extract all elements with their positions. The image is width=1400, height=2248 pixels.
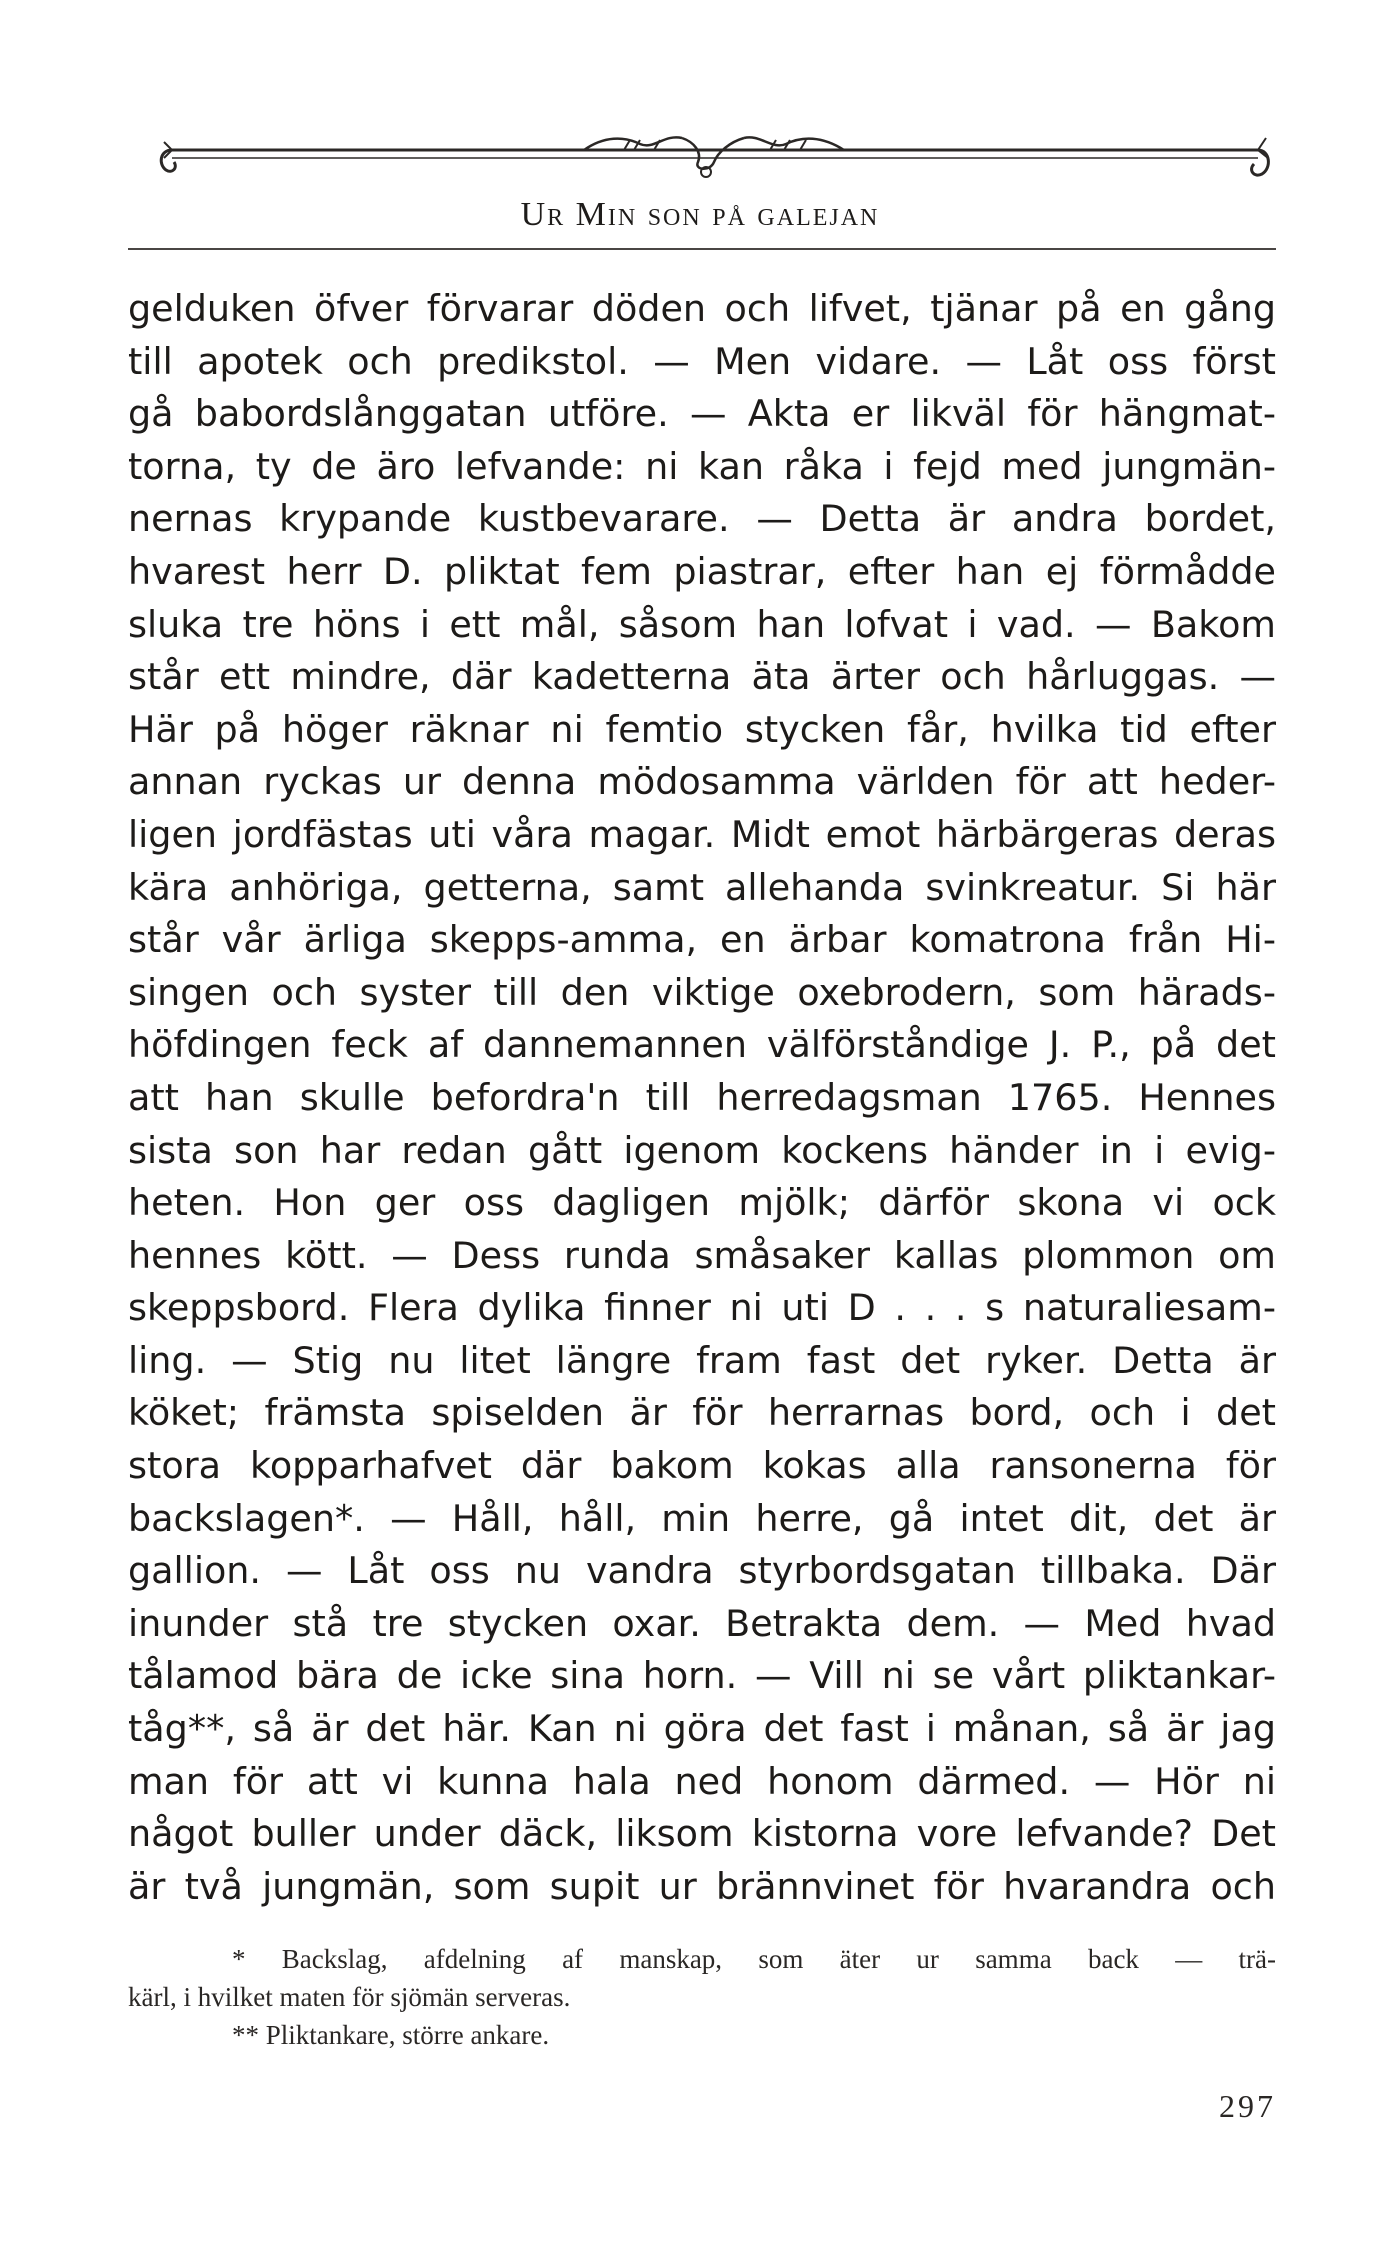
text-line: något buller under däck, liksom kistorna vore lefvande? Det: [128, 1812, 1276, 1856]
text-line: stora kopparhafvet där bakom kokas alla ransonerna för: [128, 1444, 1276, 1488]
text-line: att han skulle befordra'n till herredagsman 1765. Hennes: [128, 1075, 1276, 1119]
text-line: står vår ärliga skepps-amma, en ärbar komatrona från Hi-: [128, 918, 1276, 962]
text-line: står ett mindre, där kadetterna äta ärter och hårluggas. —: [128, 655, 1276, 699]
text-line: till apotek och predikstol. — Men vidare. — Låt oss först: [128, 339, 1276, 383]
page-number: 297: [1219, 2088, 1276, 2124]
text-line: singen och syster till den viktige oxebrodern, som härads-: [128, 970, 1276, 1014]
text-line: hvarest herr D. pliktat fem piastrar, efter han ej förmådde: [128, 549, 1276, 593]
text-line: nernas krypande kustbevarare. — Detta är andra bordet,: [128, 497, 1276, 541]
text-line: heten. Hon ger oss dagligen mjölk; därför skona vi ock: [128, 1181, 1276, 1225]
text-line: höfdingen feck af dannemannen välförståndige J. P., på det: [128, 1023, 1276, 1067]
header-rule: [128, 248, 1276, 250]
text-line: inunder stå tre stycken oxar. Betrakta dem. — Med hvad: [128, 1601, 1276, 1645]
text-line: ling. — Stig nu litet längre fram fast det ryker. Detta är: [128, 1338, 1276, 1382]
text-line: backslagen*. — Håll, håll, min herre, gå intet dit, det är: [128, 1496, 1276, 1540]
text-line: man för att vi kunna hala ned honom därmed. — Hör ni: [128, 1759, 1276, 1803]
text-line: köket; främsta spiselden är för herrarnas bord, och i det: [128, 1391, 1276, 1435]
text-line: är två jungmän, som supit ur brännvinet för hvarandra och: [128, 1864, 1276, 1908]
body-text: [128, 283, 1276, 1913]
header-ornament-icon: [154, 128, 1274, 198]
footnote-1-line: * Backslag, afdelning af manskap, som äter ur samma back — trä-: [232, 1944, 1276, 1974]
text-line: gallion. — Låt oss nu vandra styrbordsgatan tillbaka. Där: [128, 1549, 1276, 1593]
text-line: ligen jordfästas uti våra magar. Midt emot härbärgeras deras: [128, 812, 1276, 856]
footnote-1-line: kärl, i hvilket maten för sjömän serveras.: [128, 1982, 571, 2012]
text-line: skeppsbord. Flera dylika finner ni uti D . . . s naturaliesam-: [128, 1286, 1276, 1330]
text-line: sista son har redan gått igenom kockens händer in i evig-: [128, 1128, 1276, 1172]
text-line: kära anhöriga, getterna, samt allehanda svinkreatur. Si här: [128, 865, 1276, 909]
text-line: gå babordslånggatan utföre. — Akta er likväl för hängmat-: [128, 392, 1276, 436]
text-line: annan ryckas ur denna mödosamma världen för att heder-: [128, 760, 1276, 804]
text-line: gelduken öfver förvarar döden och lifvet, tjänar på en gång: [128, 287, 1276, 330]
footnote-2-line: ** Pliktankare, större ankare.: [232, 2020, 550, 2050]
text-line: hennes kött. — Dess runda småsaker kallas plommon om: [128, 1233, 1276, 1277]
footnotes: [128, 1940, 1276, 2054]
running-head: Ur Min son på galejan: [520, 196, 880, 233]
text-line: torna, ty de äro lefvande: ni kan råka i fejd med jungmän-: [128, 444, 1276, 488]
text-line: Här på höger räknar ni femtio stycken får, hvilka tid efter: [128, 707, 1276, 751]
text-line: sluka tre höns i ett mål, såsom han lofvat i vad. — Bakom: [128, 602, 1276, 646]
text-line: tåg**, så är det här. Kan ni göra det fast i månan, så är jag: [128, 1707, 1276, 1751]
text-line: tålamod bära de icke sina horn. — Vill ni se vårt pliktankar-: [128, 1654, 1276, 1698]
